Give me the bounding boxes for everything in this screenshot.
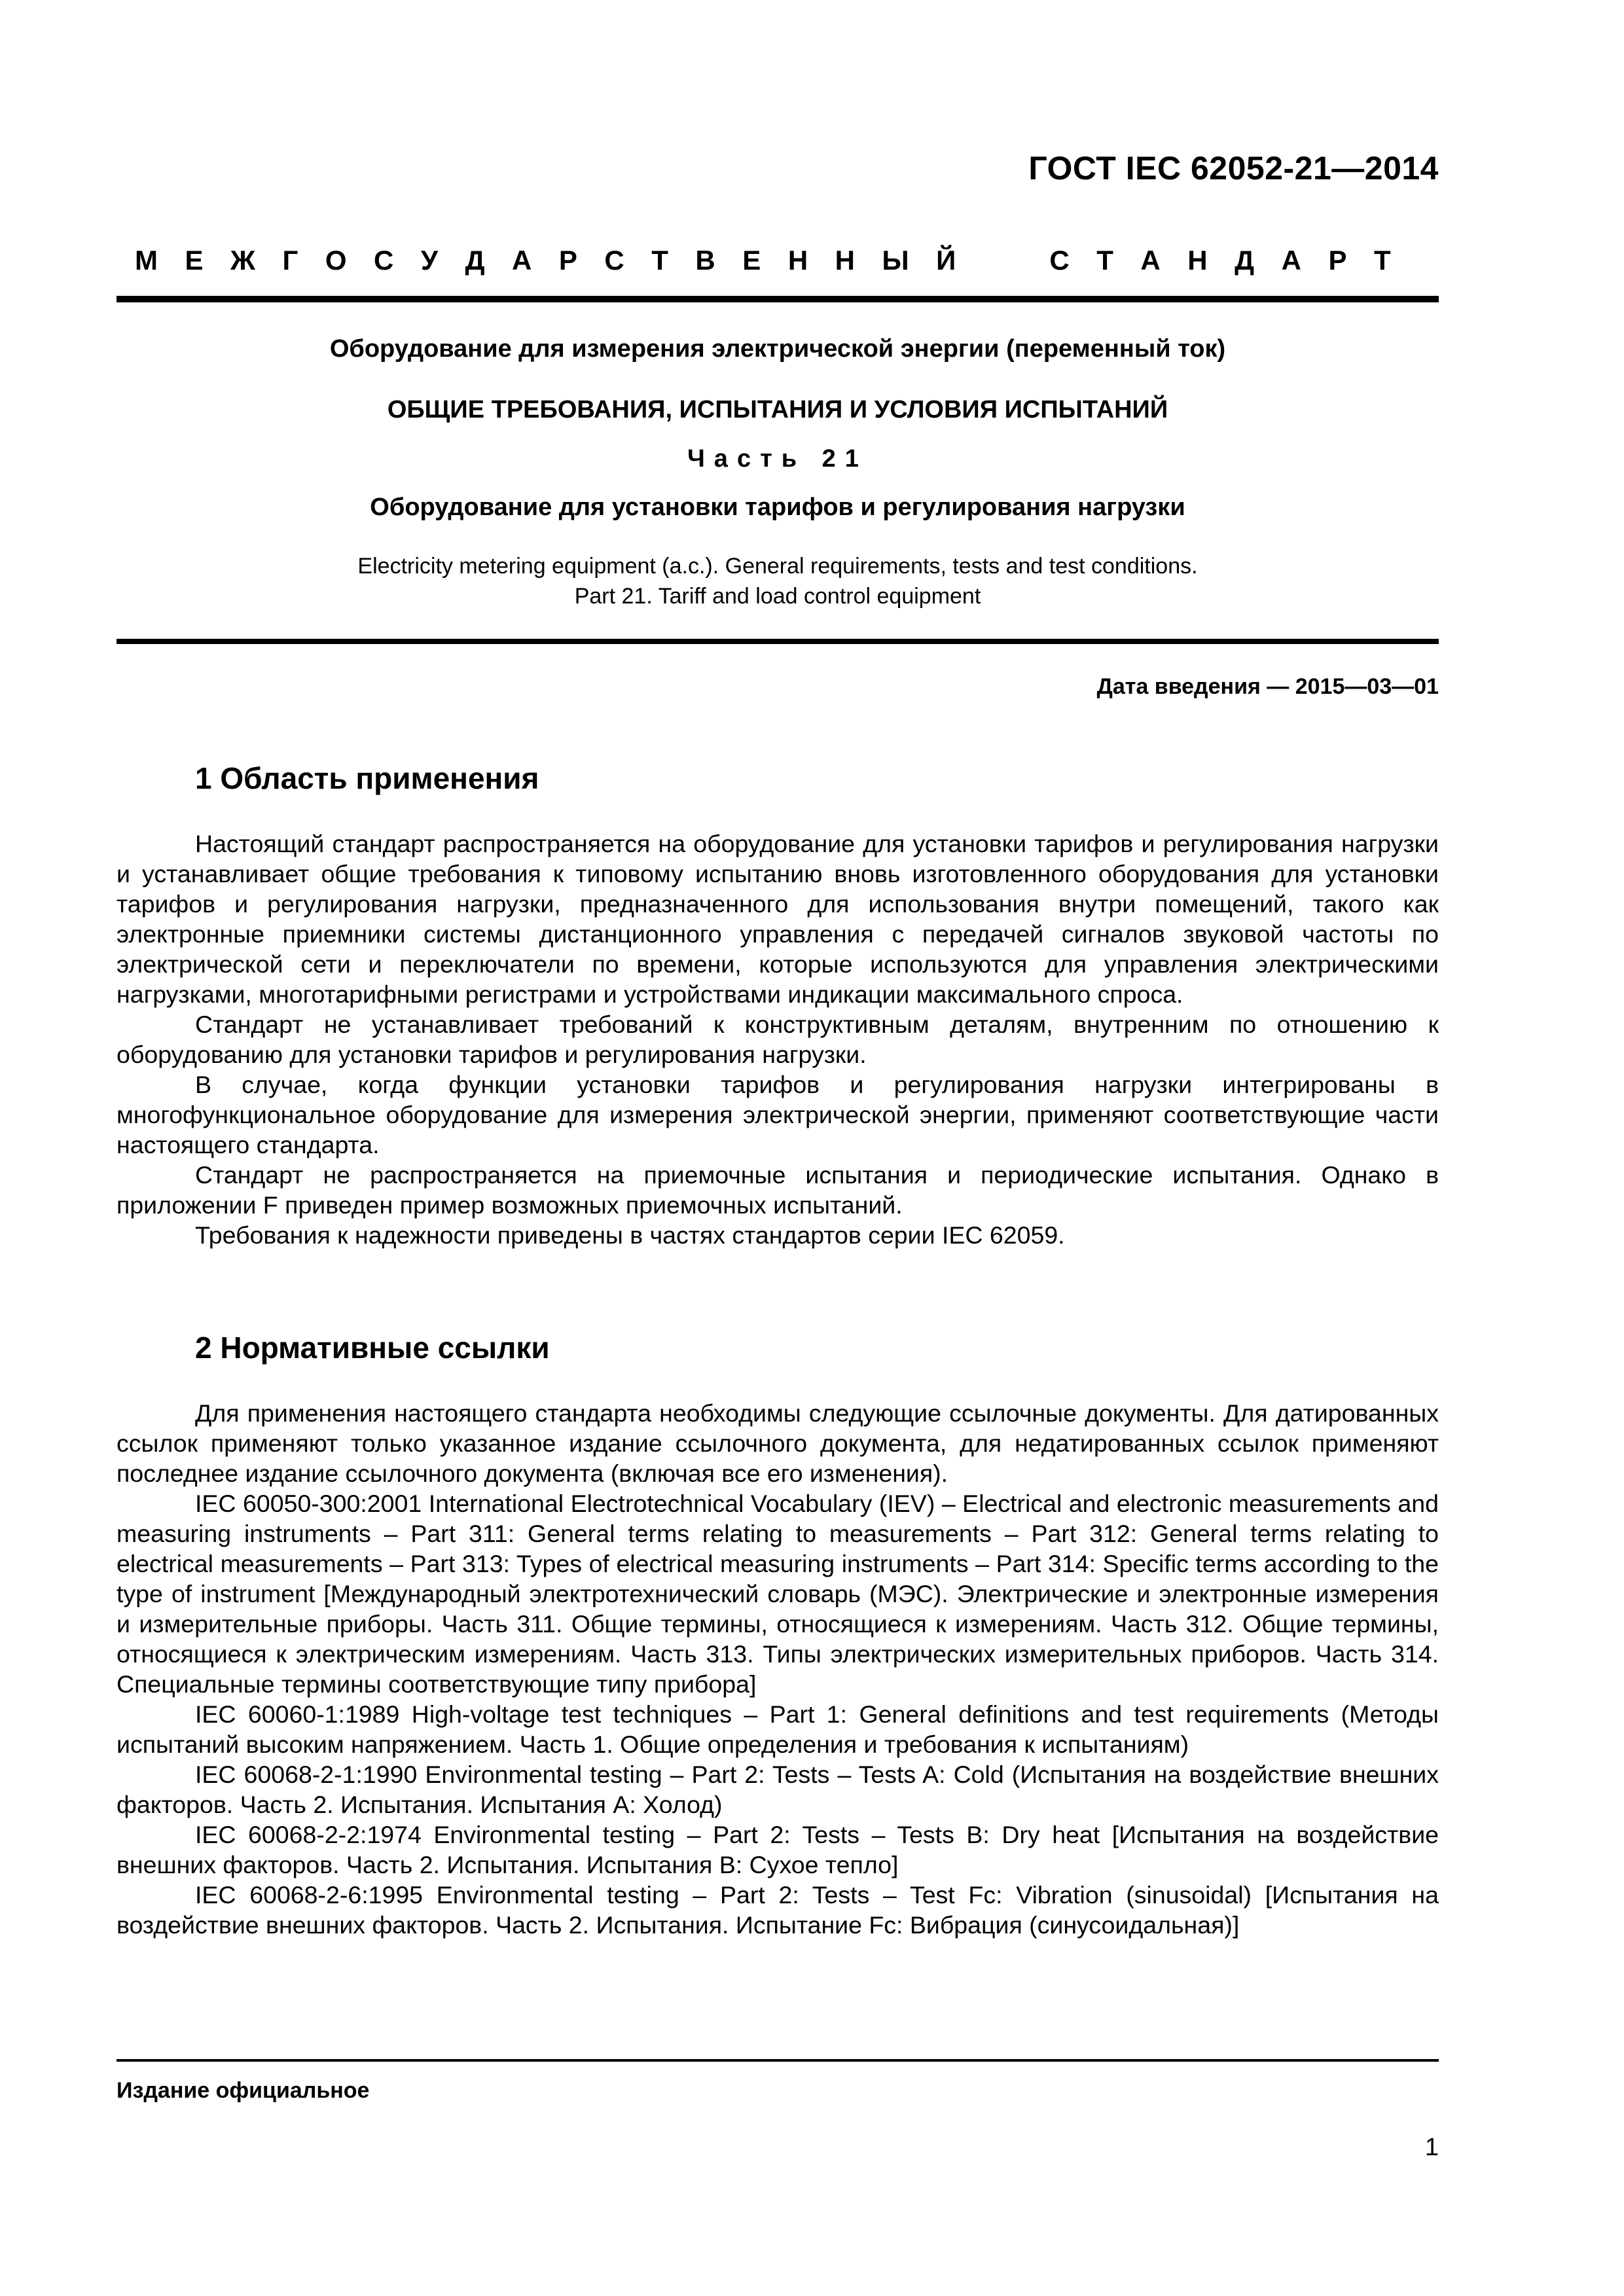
heading-letter: М bbox=[135, 245, 158, 276]
heading-letter: А bbox=[1140, 245, 1161, 276]
paragraph: IEC 60068-2-1:1990 Environmental testing – Part 2: Tests – Tests A: Cold (Испытания на воздействие внешних факторов. Часть 2. Испытания. Испытания А: Холод) bbox=[117, 1761, 1439, 1818]
heading-letter: Н bbox=[787, 245, 808, 276]
heading-letter: Е bbox=[742, 245, 761, 276]
title-line-2: ОБЩИЕ ТРЕБОВАНИЯ, ИСПЫТАНИЯ И УСЛОВИЯ ИСПЫТАНИЙ bbox=[387, 396, 1168, 423]
paragraph: Стандарт не устанавливает требований к конструктивным деталям, внутренним по отношению к оборудованию для установки тарифов и регулирования нагрузки. bbox=[117, 1011, 1439, 1068]
heading-letter: Т bbox=[1096, 245, 1113, 276]
heading-letter: Р bbox=[1328, 245, 1347, 276]
paragraph: Настоящий стандарт распространяется на оборудование для установки тарифов и регулирования нагрузки и устанавливает общие требования к типовому испытанию вновь изготовленного оборудования для установки тарифов и регулирования нагрузки, предназначенного для использования внутри помещений, такого как электронные приемники системы дистанционного управления с передачей сигналов звуковой частоты по электрической сети и переключатели по времени, которые используются для управления электрическими нагрузками, многотарифными регистрами и устройствами индикации максимального спроса. bbox=[117, 830, 1439, 1008]
header-divider bbox=[117, 296, 1439, 302]
heading-letter: Н bbox=[835, 245, 856, 276]
heading-letter: Д bbox=[1235, 245, 1255, 276]
section-2-body bbox=[117, 1398, 1439, 1940]
heading-letter: В bbox=[695, 245, 715, 276]
paragraph: Стандарт не распространяется на приемочные испытания и периодические испытания. Однако в приложении F приведен пример возможных приемочных испытаний. bbox=[117, 1161, 1439, 1219]
title-part-number: Часть 21 bbox=[687, 445, 868, 473]
page-number: 1 bbox=[1424, 2134, 1439, 2161]
english-title bbox=[117, 551, 1439, 611]
heading-letter: Р bbox=[558, 245, 577, 276]
paragraph: IEC 60050-300:2001 International Electrotechnical Vocabulary (IEV) – Electrical and electronic measurements and measuring instruments – Part 311: General terms relating to measurements – Part 312: General terms relating to electrical measurements – Part 313: Types of electrical measuring instruments – Part 314: Specific terms according to the type of instrument [Международный электротехнический словарь (МЭС). Электрические и электронные измерения и измерительные приборы. Часть 311. Общие термины, относящиеся к измерениям. Часть 312. Общие термины, относящиеся к электрическим измерениям. Часть 313. Типы электрических измерительных приборов. Часть 314. Специальные термины соответствующие типу прибора] bbox=[117, 1490, 1439, 1698]
heading-letter: Г bbox=[282, 245, 298, 276]
heading-letter: А bbox=[1281, 245, 1301, 276]
word-gap bbox=[983, 245, 1022, 276]
paragraph: Для применения настоящего стандарта необходимы следующие ссылочные документы. Для датированных ссылок применяют только указанное издание ссылочного документа, для недатированных ссылок применяют последнее издание ссылочного документа (включая все его изменения). bbox=[117, 1399, 1439, 1487]
paragraph: В случае, когда функции установки тарифов и регулирования нагрузки интегрированы в многофункциональное оборудование для измерения электрической энергии, применяют соответствующие части настоящего стандарта. bbox=[117, 1071, 1439, 1158]
heading-letter: О bbox=[325, 245, 347, 276]
heading-letter: У bbox=[420, 245, 439, 276]
english-title-line-1: Electricity metering equipment (a.c.). General requirements, tests and test conditions. bbox=[357, 554, 1198, 579]
title-line-4: Оборудование для установки тарифов и регулирования нагрузки bbox=[370, 493, 1185, 521]
heading-letter: Е bbox=[185, 245, 204, 276]
heading-letter: А bbox=[512, 245, 532, 276]
heading-letter: С bbox=[604, 245, 624, 276]
english-title-line-2: Part 21. Tariff and load control equipment bbox=[574, 584, 981, 609]
paragraph: IEC 60068-2-6:1995 Environmental testing – Part 2: Tests – Test Fc: Vibration (sinusoidal) [Испытания на воздействие внешних факторов. Часть 2. Испытания. Испытание Fc: Вибрация (синусоидальная)] bbox=[117, 1881, 1439, 1939]
section-2-heading: 2 Нормативные ссылки bbox=[195, 1331, 550, 1365]
heading-letter: Ы bbox=[882, 245, 909, 276]
section-1-heading: 1 Область применения bbox=[195, 761, 539, 795]
heading-letter: Т bbox=[651, 245, 668, 276]
title-divider bbox=[117, 639, 1439, 644]
section-1-body bbox=[117, 829, 1439, 1250]
paragraph: Требования к надежности приведены в частях стандартов серии IEC 62059. bbox=[195, 1221, 1065, 1249]
interstate-standard-heading bbox=[135, 245, 1391, 276]
heading-letter: С bbox=[1049, 245, 1070, 276]
heading-letter: Ж bbox=[230, 245, 256, 276]
heading-letter: Д bbox=[465, 245, 485, 276]
paragraph: IEC 60068-2-2:1974 Environmental testing – Part 2: Tests – Tests B: Dry heat [Испытания на воздействие внешних факторов. Часть 2. Испытания. Испытания В: Сухое тепло] bbox=[117, 1821, 1439, 1878]
heading-letter: Т bbox=[1373, 245, 1391, 276]
footer-divider bbox=[117, 2059, 1439, 2062]
standard-code: ГОСТ IEC 62052-21—2014 bbox=[1028, 150, 1439, 187]
title-line-1: Оборудование для измерения электрической энергии (переменный ток) bbox=[329, 335, 1226, 363]
heading-letter: Н bbox=[1187, 245, 1208, 276]
introduction-date: Дата введения — 2015—03—01 bbox=[1096, 674, 1439, 699]
heading-letter: Й bbox=[936, 245, 956, 276]
paragraph: IEC 60060-1:1989 High-voltage test techniques – Part 1: General definitions and test requirements (Методы испытаний высоким напряжением. Часть 1. Общие определения и требования к испытаниям) bbox=[117, 1700, 1439, 1758]
heading-letter: С bbox=[374, 245, 394, 276]
official-edition-label: Издание официальное bbox=[117, 2078, 370, 2103]
